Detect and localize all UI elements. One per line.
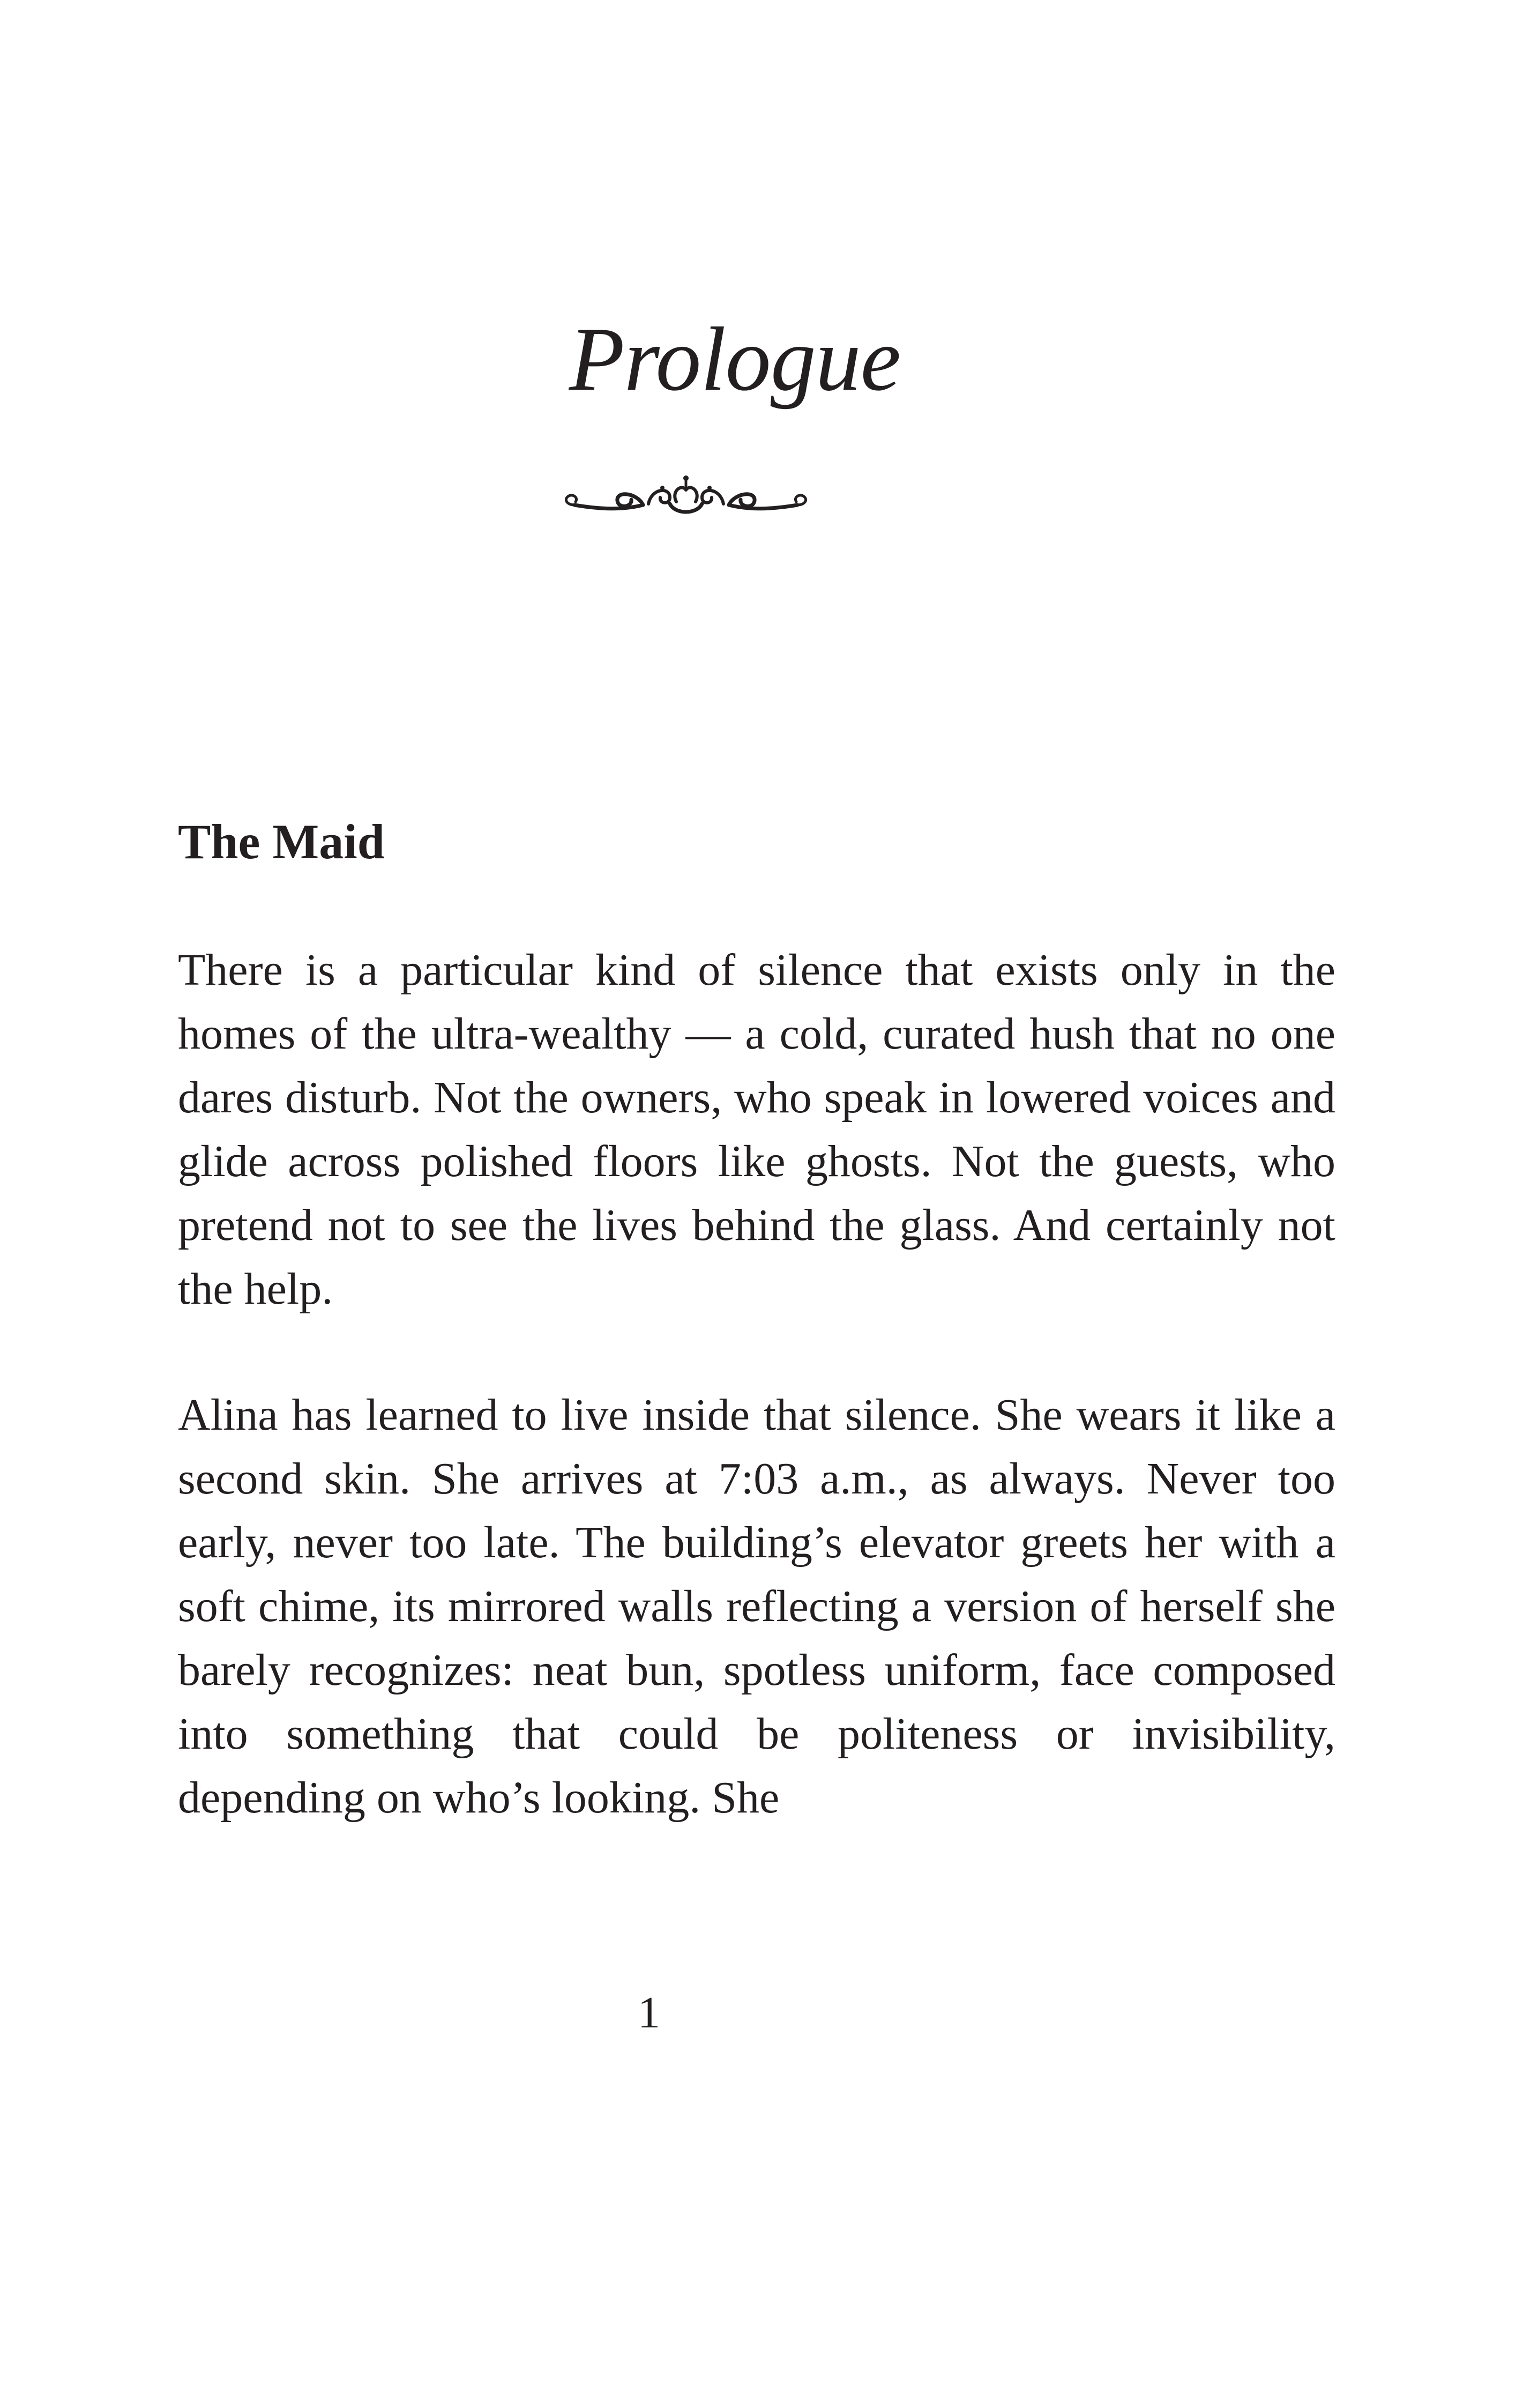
chapter-title-text: Prologue <box>569 309 901 410</box>
page-number <box>0 1983 1523 2042</box>
flourish-divider-icon <box>557 472 815 531</box>
paragraph-1: There is a particular kind of silence that exists only in the homes of the ultra-wealthy — a cold, curated hush that no one dares disturb. Not the owners, who speak in lowered voices and glide across polished floors like ghosts. Not the guests, who pretend not to see the lives behind the glass. And certainly not the help. <box>178 945 1335 1314</box>
page-number-text: 1 <box>638 1988 660 2038</box>
section-heading: The Maid <box>178 814 385 869</box>
chapter-title <box>0 300 1523 418</box>
paragraph-2: Alina has learned to live inside that silence. She wears it like a second skin. She arrives at 7:03 a.m., as always. Never too early, never too late. The building’s elevator greets her with a soft chime, its mirrored walls reflecting a version of herself she barely recognizes: neat bun, spotless uniform, face composed into something that could be politeness or invisibility, depending on who’s looking. She <box>178 1390 1335 1823</box>
